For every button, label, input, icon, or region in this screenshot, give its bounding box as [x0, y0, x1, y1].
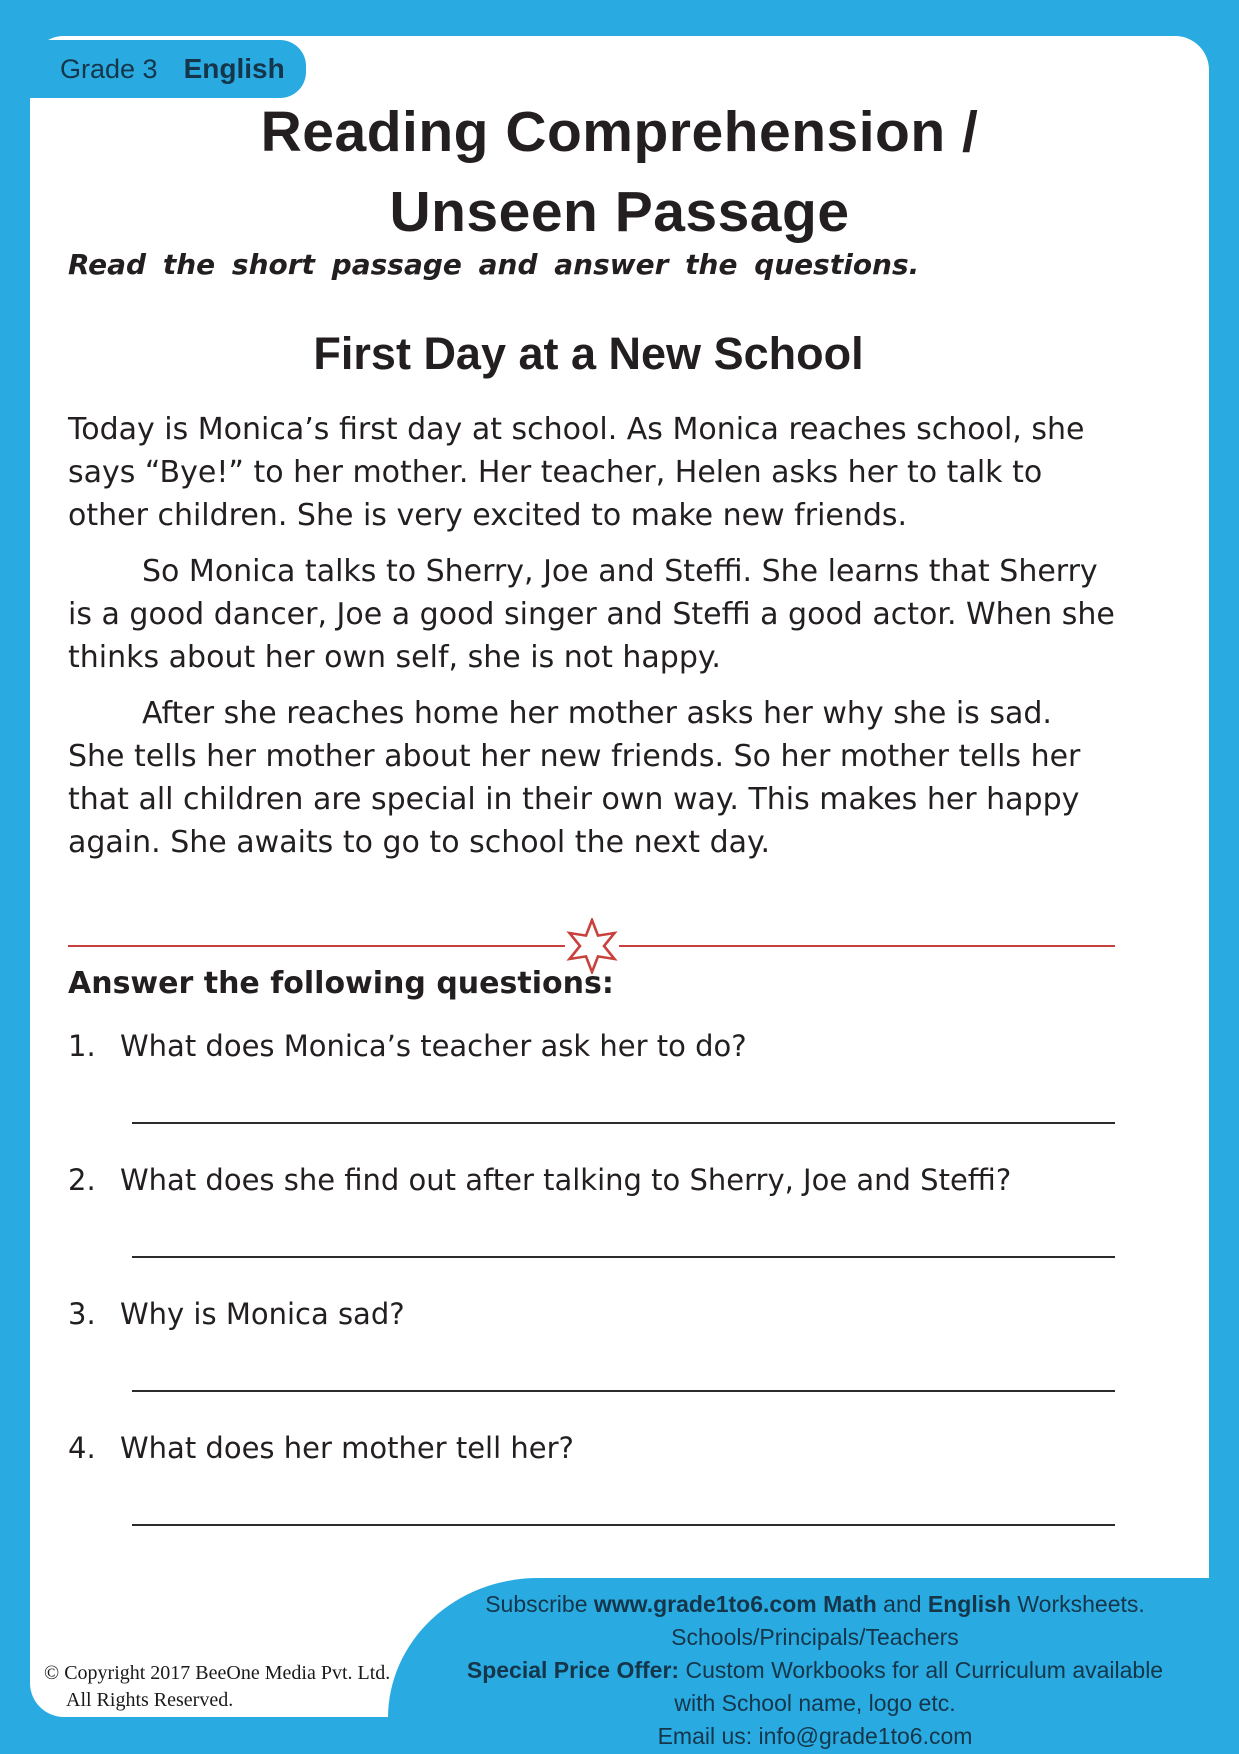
- footer-text: [420, 1588, 1210, 1753]
- question-4-text: What does her mother tell her?: [120, 1431, 574, 1465]
- question-3: [68, 1294, 1115, 1392]
- page-title: [30, 92, 1209, 252]
- page-title-line2: Unseen Passage: [389, 180, 850, 244]
- footer-website-text: www.grade1to6.com Math: [593, 1591, 877, 1617]
- question-2-text: What does she find out after talking to Sherry, Joe and Steffi?: [120, 1163, 1012, 1197]
- question-3-number: 3.: [68, 1297, 96, 1331]
- question-3-row: [68, 1294, 1115, 1334]
- question-4-row: [68, 1428, 1115, 1468]
- footer-worksheets-text: Worksheets.: [1010, 1591, 1145, 1617]
- question-2-answer-line[interactable]: [132, 1256, 1115, 1258]
- subject-label: English: [183, 53, 285, 84]
- passage-paragraph-3: After she reaches home her mother asks her why she is sad. She tells her mother about her new friends. So her mother tells her that all children are special in their own way. This makes her happy again. She awaits to go to school the next day.: [68, 696, 1081, 860]
- footer-subscribe-text: Subscribe: [485, 1591, 594, 1617]
- divider-line-left: [68, 945, 565, 947]
- passage-paragraph-1: Today is Monica’s first day at school. As Monica reaches school, she says “Bye!” to her mother. Her teacher, Helen asks her to talk to other children. She is very excited to make new friends.: [68, 412, 1085, 533]
- footer-line-2: Schools/Principals/Teachers: [671, 1624, 959, 1650]
- copyright-line2: All Rights Reserved.: [66, 1689, 234, 1711]
- copyright-line1: © Copyright 2017 BeeOne Media Pvt. Ltd.: [44, 1662, 391, 1684]
- footer-offer-text: Custom Workbooks for all Curriculum available: [679, 1657, 1164, 1683]
- passage-body: [68, 408, 1115, 877]
- question-3-text: Why is Monica sad?: [120, 1297, 405, 1331]
- copyright-notice: [44, 1660, 390, 1714]
- grade-subject-tab: [30, 40, 306, 98]
- passage-paragraph-2: So Monica talks to Sherry, Joe and Steffi. She learns that Sherry is a good dancer, Joe a good singer and Steffi a good actor. When she thinks about her own self, she is not happy.: [68, 554, 1115, 675]
- question-2-number: 2.: [68, 1163, 96, 1197]
- questions-heading: Answer the following questions:: [68, 966, 614, 1001]
- question-4-answer-line[interactable]: [132, 1524, 1115, 1526]
- footer-english-text: English: [927, 1591, 1011, 1617]
- question-3-answer-line[interactable]: [132, 1390, 1115, 1392]
- footer-line-4: with School name, logo etc.: [674, 1690, 956, 1716]
- passage-title: First Day at a New School: [313, 328, 864, 379]
- footer-offer-label: Special Price Offer:: [466, 1657, 680, 1683]
- questions-list: [68, 1026, 1115, 1562]
- question-4: [68, 1428, 1115, 1526]
- grade-label: Grade 3: [60, 53, 158, 84]
- question-1-text: What does Monica’s teacher ask her to do?: [120, 1029, 747, 1063]
- worksheet-page: [30, 36, 1209, 1717]
- footer-line-5: Email us: info@grade1to6.com: [657, 1723, 973, 1749]
- footer-line-1: [420, 1588, 1210, 1621]
- question-1-row: [68, 1026, 1115, 1066]
- divider-line-right: [619, 945, 1116, 947]
- page-title-line1: Reading Comprehension /: [260, 100, 979, 164]
- question-4-number: 4.: [68, 1431, 96, 1465]
- instruction-text: Read the short passage and answer the questions.: [68, 248, 920, 281]
- question-1-number: 1.: [68, 1029, 96, 1063]
- question-2-row: [68, 1160, 1115, 1200]
- question-1-answer-line[interactable]: [132, 1122, 1115, 1124]
- question-1: [68, 1026, 1115, 1124]
- question-2: [68, 1160, 1115, 1258]
- footer-line-3: [420, 1654, 1210, 1687]
- footer-and-text: and: [876, 1591, 928, 1617]
